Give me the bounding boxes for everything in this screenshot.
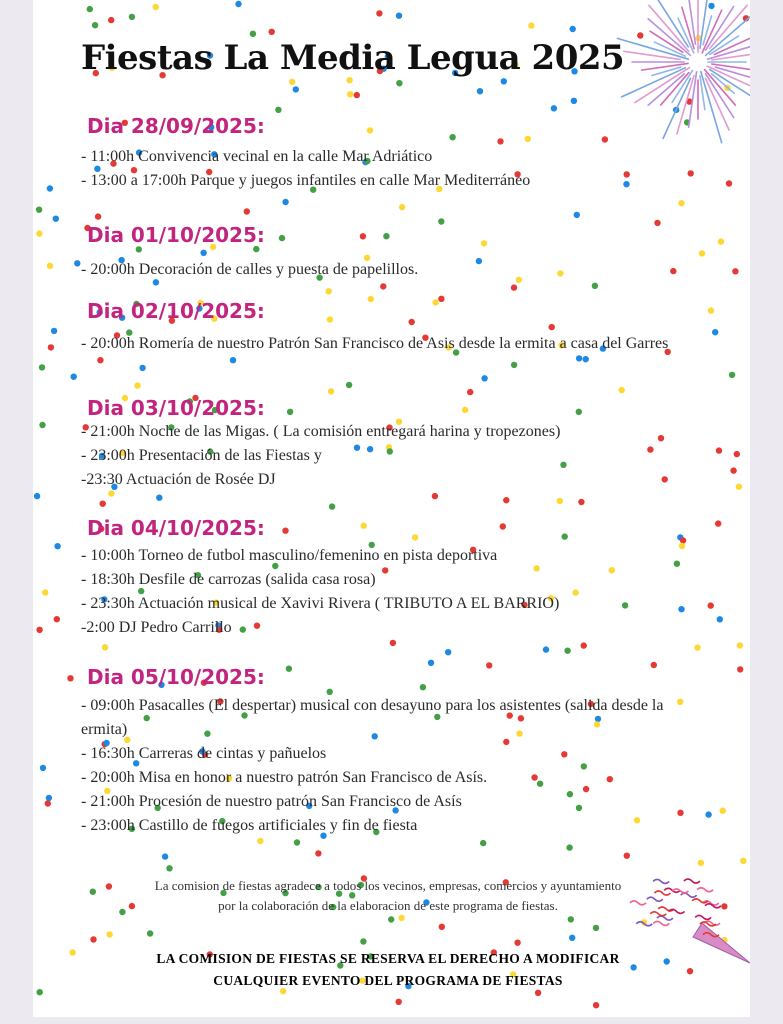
confetti-dot [275,107,281,113]
confetti-dot [230,357,236,363]
confetti-dot [95,213,101,219]
confetti-dot [34,493,40,499]
confetti-dot [287,409,293,415]
event-item: - 21:00h Procesión de nuestro patrón San Francisco de Asís [81,793,462,810]
event-item: - 18:30h Desfile de carrozas (salida casa rosa) [81,571,376,588]
confetti-dot [327,316,333,322]
confetti-dot [380,283,386,289]
confetti-dot [257,838,263,844]
popper-streamer [630,901,646,905]
confetti-dot [708,307,714,313]
confetti-dot [74,260,80,266]
confetti-dot [368,296,374,302]
confetti-dot [153,4,159,10]
event-item: - 11:00h Convivencia vecinal en la calle Mar Adriático [81,148,433,165]
confetti-dot [528,22,534,28]
confetti-dot [543,646,549,652]
confetti-dot [376,10,382,16]
confetti-dot [680,537,686,543]
popper-streamer [681,893,697,897]
confetti-dot [97,357,103,363]
confetti-dot [37,989,43,995]
confetti-dot [90,936,96,942]
confetti-dot [439,924,445,930]
confetti-dot [354,92,360,98]
confetti-dot [279,235,285,241]
confetti-dot [139,365,145,371]
confetti-dot [54,616,60,622]
confetti-dot [53,216,59,222]
confetti-dot [102,644,108,650]
day-heading-05-10: Dia 05/10/2025: [87,665,265,689]
confetti-dot [708,602,714,608]
confetti-dot [92,22,98,28]
popper-streamer [697,888,713,892]
confetti-dot [289,79,295,85]
event-item: - 13:00 a 17:00h Parque y juegos infantiles en calle Mar Mediterráneo [81,172,531,189]
confetti-dot [147,930,153,936]
confetti-dot [156,495,162,501]
confetti-dot [467,389,473,395]
confetti-dot [396,80,402,86]
page-title: Fiestas La Media Legua 2025 [81,38,625,78]
confetti-dot [511,362,517,368]
confetti-dot [737,666,743,672]
confetti-dot [361,523,367,529]
confetti-dot [449,134,455,140]
confetti-dot [329,503,335,509]
day-heading-02-10: Dia 02/10/2025: [87,299,265,323]
confetti-dot [87,6,93,12]
confetti-dot [568,916,574,922]
confetti-dot [578,499,584,505]
confetti-dot [736,484,742,490]
confetti-dot [438,218,444,224]
fireworks-ray [624,51,680,59]
confetti-dot [581,642,587,648]
event-item: - 20:00h Misa en honor a nuestro patrón San Francisco de Asís. [81,769,488,786]
confetti-dot [250,31,256,37]
confetti-dot [39,364,45,370]
event-item: - 09:00h Pasacalles (El despertar) musical con desayuno para los asistentes (salida desde la ermita) [81,697,664,738]
confetti-dot [162,853,168,859]
confetti-dot [409,319,415,325]
confetti-dot [593,1002,599,1008]
confetti-dot [51,328,57,334]
popper-streamer [657,916,673,920]
confetti-dot [730,467,736,473]
confetti-dot [501,78,507,84]
fireworks-burst-icon [608,0,750,160]
event-item: - 23:00h Presentación de las Fiestas y [81,447,322,464]
confetti-dot [486,662,492,668]
event-item: - 20:00h Decoración de calles y puesta de papelillos. [81,261,419,278]
flyer-sheet [33,0,750,1017]
confetti-dot [574,212,580,218]
confetti-dot [235,1,241,7]
day-heading-28-09: Dia 28/09/2025: [87,114,265,138]
popper-streamer [654,891,670,895]
confetti-dot [445,649,451,655]
confetti-dot [46,795,52,801]
confetti-dot [503,497,509,503]
popper-streamer [684,879,700,883]
confetti-dot [40,765,46,771]
confetti-dot [54,543,60,549]
confetti-dot [100,501,106,507]
popper-streamer [653,879,669,883]
confetti-dot [396,13,402,19]
confetti-dot [383,233,389,239]
confetti-dot [500,523,506,529]
confetti-dot [36,627,42,633]
confetti-dot [477,88,483,94]
confetti-dot [282,528,288,534]
popper-streamer [650,912,666,916]
confetti-dot [480,840,486,846]
confetti-dot [593,925,599,931]
confetti-dot [569,935,575,941]
confetti-dot [566,844,572,850]
confetti-dot [67,675,73,681]
disclaimer-line: LA COMISION DE FIESTAS SE RESERVA EL DERECHO A MODIFICAR [156,951,620,966]
confetti-dot [42,589,48,595]
confetti-dot [514,940,520,946]
confetti-dot [420,684,426,690]
confetti-dot [428,660,434,666]
confetti-dot [48,344,54,350]
confetti-dot [293,86,299,92]
confetti-dot [551,105,557,111]
confetti-dot [315,850,321,856]
confetti-dot [716,447,722,453]
thanks-note [83,876,693,916]
confetti-dot [562,533,568,539]
confetti-dot [619,387,625,393]
event-item: - 21:00h Noche de las Migas. ( La comisión entregará harina y tropezones) [81,423,561,440]
confetti-dot [698,860,704,866]
confetti-dot [412,534,418,540]
day-heading-01-10: Dia 01/10/2025: [87,223,265,247]
confetti-dot [136,246,142,252]
confetti-dot [481,375,487,381]
confetti-dot [740,858,746,864]
confetti-dot [108,17,114,23]
confetti-dot [47,263,53,269]
confetti-dot [432,299,438,305]
confetti-dot [576,355,582,361]
confetti-dot [726,180,732,186]
fireworks-ray [648,74,684,105]
confetti-dot [729,372,735,378]
confetti-dot [326,288,332,294]
confetti-dot [564,648,570,654]
confetti-dot [388,916,394,922]
confetti-dot [106,931,112,937]
confetti-dot [129,14,135,20]
disclaimer-note [73,948,703,992]
confetti-dot [294,839,300,845]
confetti-dot [705,811,711,817]
event-item: - 23:30h Actuación musical de Xavivi Rivera ( TRIBUTO A EL BARRIO) [81,595,560,612]
thanks-line: La comision de fiestas agradece a todos los vecinos, empresas, comercios y ayuntamiento [154,878,622,893]
confetti-dot [286,666,292,672]
confetti-dot [732,268,738,274]
event-item: - 23:00h Castillo de fuegos artificiales y fin de fiesta [81,817,418,834]
fireworks-ray [653,0,689,47]
confetti-dot [734,451,740,457]
confetti-dot [699,250,705,256]
confetti-dot [244,208,250,214]
confetti-dot [497,138,503,144]
confetti-dot [462,407,468,413]
confetti-dot [438,296,444,302]
thanks-line: por la colaboración de la elaboracion de este programa de fiestas. [218,898,558,913]
confetti-dot [36,207,42,213]
confetti-dot [624,853,630,859]
confetti-dot [367,127,373,133]
confetti-dot [717,616,723,622]
confetti-dot [678,200,684,206]
popper-streamer [653,921,669,925]
confetti-dot [71,374,77,380]
confetti-dot [390,640,396,646]
confetti-dot [525,136,531,142]
confetti-dot [694,644,700,650]
confetti-dot [432,493,438,499]
confetti-dot [571,98,577,104]
confetti-dot [269,29,275,35]
confetti-dot [399,204,405,210]
confetti-dot [718,238,724,244]
confetti-dot [45,800,51,806]
popper-streamer [647,897,663,901]
confetti-dot [347,91,353,97]
confetti-dot [592,283,598,289]
confetti-dot [134,382,140,388]
confetti-dot [511,284,517,290]
day-heading-03-10: Dia 03/10/2025: [87,396,265,420]
event-item: - 16:30h Carreras de cintas y pañuelos [81,745,327,762]
confetti-dot [720,808,726,814]
confetti-dot [346,382,352,388]
confetti-dot [549,324,555,330]
event-item: - 10:00h Torneo de futbol masculino/femenino en pista deportiva [81,547,498,564]
confetti-dot [166,865,172,871]
confetti-dot [39,422,45,428]
day-heading-04-10: Dia 04/10/2025: [87,516,265,540]
event-item: -23:30 Actuación de Rosée DJ [81,471,276,488]
event-item: -2:00 DJ Pedro Carrillo [81,619,232,636]
confetti-dot [47,185,53,191]
confetti-dot [36,230,42,236]
confetti-dot [570,26,576,32]
disclaimer-line: CUALQUIER EVENTO DEL PROGRAMA DE FIESTAS [213,973,563,988]
confetti-dot [557,498,563,504]
confetti-dot [396,999,402,1005]
confetti-dot [654,220,660,226]
confetti-dot [576,409,582,415]
confetti-dot [712,329,718,335]
confetti-dot [651,662,657,668]
popper-streamer [695,915,711,919]
confetti-dot [200,250,206,256]
fireworks-ray [689,0,696,44]
confetti-dot [282,199,288,205]
confetti-dot [583,356,589,362]
popper-streamer [636,922,652,926]
confetti-dot [360,233,366,239]
event-item: - 20:00h Romería de nuestro Patrón San Francisco de Asis desde la ermita a casa del Garres [81,335,669,352]
confetti-dot [737,642,743,648]
confetti-dot [715,520,721,526]
confetti-dot [481,240,487,246]
fireworks-ray [682,7,694,48]
confetti-dot [360,938,366,944]
confetti-dot [328,388,334,394]
